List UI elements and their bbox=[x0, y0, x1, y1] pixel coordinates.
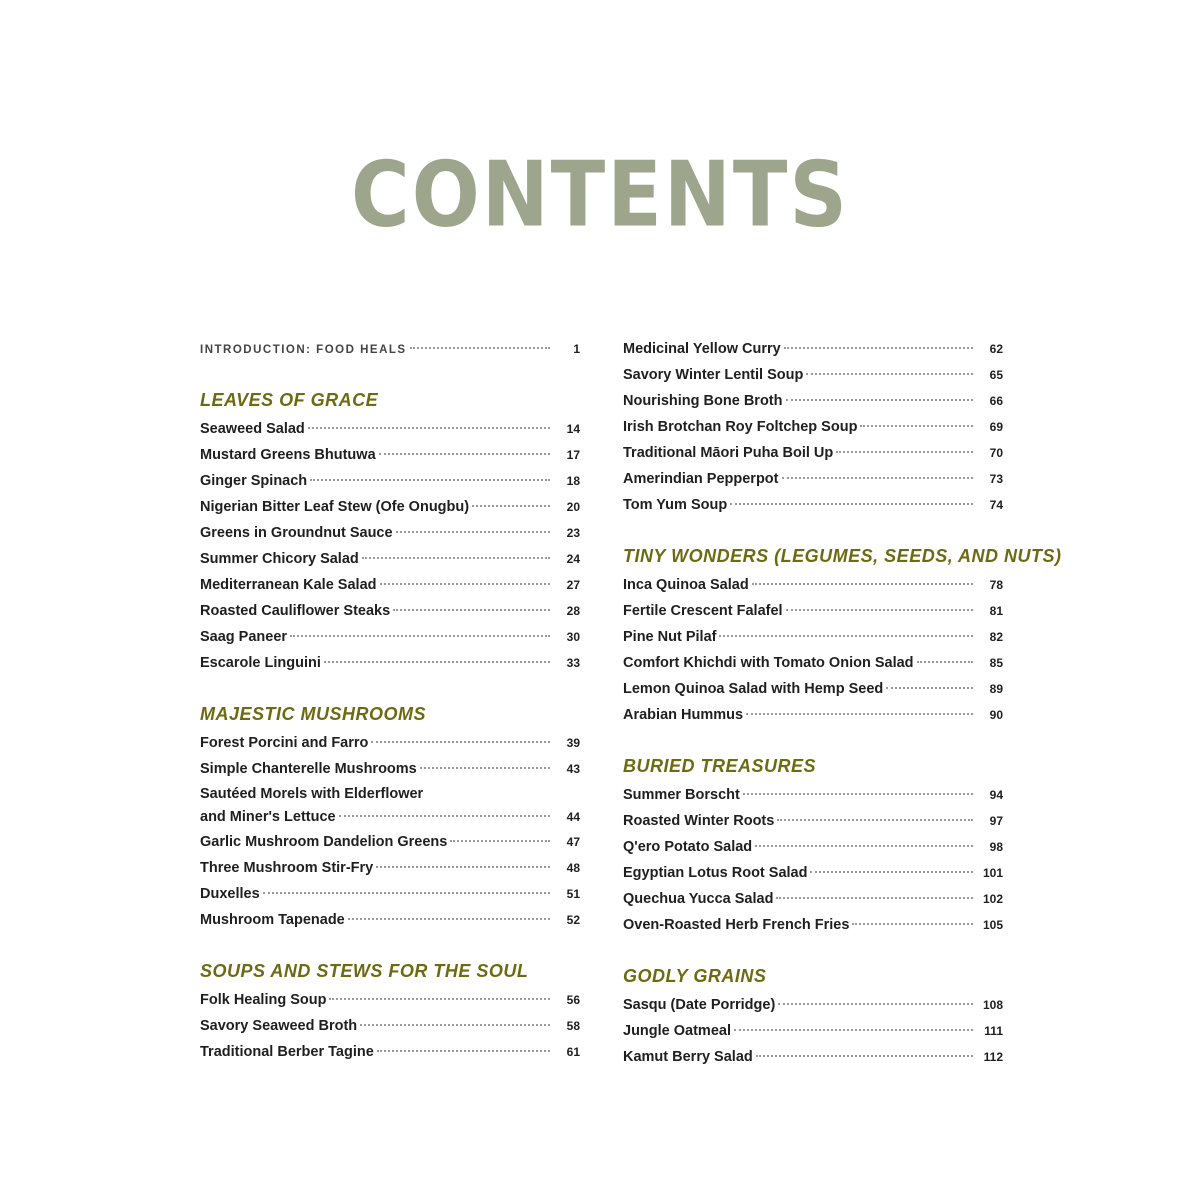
toc-entry[interactable] bbox=[200, 520, 580, 546]
dot-leader bbox=[310, 479, 550, 481]
dot-leader bbox=[329, 998, 550, 1000]
page-number: 90 bbox=[989, 708, 1003, 722]
page-number: 1 bbox=[573, 342, 580, 356]
entry-title: Fertile Crescent Falafel bbox=[623, 603, 783, 619]
entry-title-line-2: and Miner's Lettuce bbox=[200, 808, 336, 825]
entry-title: Pine Nut Pilaf bbox=[623, 629, 717, 645]
toc-entry[interactable] bbox=[623, 414, 1003, 440]
page-number: 43 bbox=[566, 762, 580, 776]
entry-title: Irish Brotchan Roy Foltchep Soup bbox=[623, 419, 858, 435]
page-number: 112 bbox=[983, 1050, 1003, 1064]
dot-leader bbox=[836, 451, 973, 453]
toc-entry[interactable] bbox=[623, 598, 1003, 624]
dot-leader bbox=[719, 635, 973, 637]
page-number: 48 bbox=[566, 861, 580, 875]
page-number: 52 bbox=[566, 913, 580, 927]
entry-title: Roasted Cauliflower Steaks bbox=[200, 603, 391, 619]
entry-title: Folk Healing Soup bbox=[200, 992, 327, 1008]
dot-leader bbox=[746, 713, 973, 715]
page-number: 82 bbox=[989, 630, 1003, 644]
section-heading: LEAVES OF GRACE bbox=[200, 390, 379, 410]
page-number: 85 bbox=[989, 656, 1003, 670]
dot-leader bbox=[730, 503, 973, 505]
dot-leader bbox=[756, 1055, 973, 1057]
toc-entry[interactable] bbox=[200, 416, 580, 442]
entry-title: Nourishing Bone Broth bbox=[623, 393, 783, 409]
page-number: 74 bbox=[989, 498, 1003, 512]
dot-leader bbox=[410, 347, 550, 349]
page-number: 51 bbox=[566, 887, 580, 901]
page-number: 20 bbox=[566, 500, 580, 514]
toc-entry[interactable] bbox=[200, 572, 580, 598]
page-number: 78 bbox=[989, 578, 1003, 592]
toc-column-left bbox=[200, 336, 580, 1065]
toc-entry[interactable] bbox=[623, 440, 1003, 466]
toc-entry[interactable] bbox=[623, 702, 1003, 728]
page-title: CONTENTS bbox=[350, 142, 850, 247]
dot-leader bbox=[786, 399, 974, 401]
toc-entry[interactable] bbox=[623, 650, 1003, 676]
page-number: 18 bbox=[566, 474, 580, 488]
page-number: 62 bbox=[989, 342, 1003, 356]
page-number: 14 bbox=[566, 422, 580, 436]
toc-entry[interactable] bbox=[623, 860, 1003, 886]
toc-entry[interactable] bbox=[200, 782, 580, 829]
page-number: 101 bbox=[982, 866, 1003, 880]
entry-title: Traditional Berber Tagine bbox=[200, 1044, 374, 1060]
dot-leader bbox=[743, 793, 973, 795]
page-number: 23 bbox=[566, 526, 580, 540]
dot-leader bbox=[810, 871, 973, 873]
toc-entry[interactable] bbox=[623, 492, 1003, 518]
toc-entry[interactable] bbox=[623, 624, 1003, 650]
dot-leader bbox=[786, 609, 973, 611]
entry-title: Comfort Khichdi with Tomato Onion Salad bbox=[623, 655, 914, 671]
dot-leader bbox=[396, 531, 550, 533]
dot-leader bbox=[420, 767, 550, 769]
dot-leader bbox=[263, 892, 550, 894]
page-number: 33 bbox=[566, 656, 580, 670]
dot-leader bbox=[852, 923, 973, 925]
toc-entry-introduction[interactable] bbox=[200, 336, 580, 362]
toc-entry[interactable] bbox=[623, 1018, 1003, 1044]
entry-title: Oven-Roasted Herb French Fries bbox=[623, 917, 850, 933]
toc-entry[interactable] bbox=[200, 1013, 580, 1039]
page-number: 102 bbox=[982, 892, 1003, 906]
entry-title: Ginger Spinach bbox=[200, 473, 308, 489]
entry-title: Summer Chicory Salad bbox=[200, 551, 359, 567]
page-number: 17 bbox=[566, 448, 580, 462]
toc-entry[interactable] bbox=[623, 808, 1003, 834]
dot-leader bbox=[371, 741, 550, 743]
page-number: 70 bbox=[989, 446, 1003, 460]
section-heading: TINY WONDERS (LEGUMES, SEEDS, AND NUTS) bbox=[623, 546, 1062, 566]
entry-title: Savory Winter Lentil Soup bbox=[623, 367, 804, 383]
section-heading: MAJESTIC MUSHROOMS bbox=[200, 704, 427, 724]
toc-entry[interactable] bbox=[200, 756, 580, 782]
toc-entry[interactable] bbox=[200, 624, 580, 650]
toc-entry[interactable] bbox=[200, 907, 580, 933]
page-number: 56 bbox=[566, 993, 580, 1007]
toc-entry[interactable] bbox=[200, 855, 580, 881]
page-number: 39 bbox=[566, 736, 580, 750]
entry-title: Inca Quinoa Salad bbox=[623, 577, 749, 593]
toc-entry[interactable] bbox=[623, 992, 1003, 1018]
entry-title: Escarole Linguini bbox=[200, 655, 321, 671]
page-number: 65 bbox=[989, 368, 1003, 382]
entry-title: Summer Borscht bbox=[623, 787, 740, 803]
dot-leader bbox=[450, 840, 550, 842]
toc-entry[interactable] bbox=[623, 1044, 1003, 1070]
entry-title: Simple Chanterelle Mushrooms bbox=[200, 761, 417, 777]
page-number: 24 bbox=[566, 552, 580, 566]
dot-leader bbox=[778, 1003, 973, 1005]
page-number: 81 bbox=[989, 604, 1003, 618]
toc-entry[interactable] bbox=[623, 782, 1003, 808]
toc-entry[interactable] bbox=[200, 987, 580, 1013]
entry-title: Roasted Winter Roots bbox=[623, 813, 775, 829]
page-number: 30 bbox=[566, 630, 580, 644]
toc-entry[interactable] bbox=[200, 598, 580, 624]
page-number: 97 bbox=[989, 814, 1003, 828]
entry-title: Mustard Greens Bhutuwa bbox=[200, 447, 376, 463]
entry-title: Sasqu (Date Porridge) bbox=[623, 997, 776, 1013]
page-number: 47 bbox=[566, 835, 580, 849]
page-number: 44 bbox=[566, 809, 580, 824]
entry-title: Greens in Groundnut Sauce bbox=[200, 525, 393, 541]
dot-leader bbox=[784, 347, 973, 349]
dot-leader bbox=[472, 505, 550, 507]
entry-title: Savory Seaweed Broth bbox=[200, 1018, 358, 1034]
entry-title: INTRODUCTION: FOOD HEALS bbox=[200, 344, 407, 356]
dot-leader bbox=[752, 583, 973, 585]
page-number: 69 bbox=[989, 420, 1003, 434]
toc-entry[interactable] bbox=[200, 1039, 580, 1065]
entry-title: Three Mushroom Stir-Fry bbox=[200, 860, 374, 876]
toc-entry[interactable] bbox=[623, 572, 1003, 598]
page-number: 89 bbox=[989, 682, 1003, 696]
toc-entry[interactable] bbox=[623, 886, 1003, 912]
toc-entry[interactable] bbox=[200, 494, 580, 520]
entry-title: Medicinal Yellow Curry bbox=[623, 341, 781, 357]
entry-title: Traditional Māori Puha Boil Up bbox=[623, 445, 834, 461]
toc-entry[interactable] bbox=[200, 442, 580, 468]
dot-leader bbox=[782, 477, 974, 479]
dot-leader bbox=[380, 583, 551, 585]
page-number: 98 bbox=[989, 840, 1003, 854]
toc-entry[interactable] bbox=[623, 388, 1003, 414]
section-heading: SOUPS AND STEWS FOR THE SOUL bbox=[200, 961, 529, 981]
dot-leader bbox=[308, 427, 550, 429]
entry-title: Jungle Oatmeal bbox=[623, 1023, 731, 1039]
page-number: 27 bbox=[566, 578, 580, 592]
entry-title: Garlic Mushroom Dandelion Greens bbox=[200, 834, 448, 850]
entry-title: Egyptian Lotus Root Salad bbox=[623, 865, 808, 881]
dot-leader bbox=[777, 819, 973, 821]
entry-title: Quechua Yucca Salad bbox=[623, 891, 774, 907]
toc-entry[interactable] bbox=[623, 362, 1003, 388]
dot-leader bbox=[377, 1050, 550, 1052]
toc-entry[interactable] bbox=[200, 829, 580, 855]
entry-title: Mediterranean Kale Salad bbox=[200, 577, 377, 593]
entry-title: Seaweed Salad bbox=[200, 421, 305, 437]
entry-title: Mushroom Tapenade bbox=[200, 912, 345, 928]
toc-entry[interactable] bbox=[623, 912, 1003, 938]
dot-leader bbox=[734, 1029, 973, 1031]
dot-leader bbox=[755, 845, 973, 847]
dot-leader bbox=[376, 866, 550, 868]
entry-title: Amerindian Pepperpot bbox=[623, 471, 779, 487]
page-number: 108 bbox=[982, 998, 1003, 1012]
dot-leader bbox=[806, 373, 973, 375]
dot-leader bbox=[290, 635, 550, 637]
toc-entry[interactable] bbox=[623, 336, 1003, 362]
toc-entry[interactable] bbox=[200, 546, 580, 572]
entry-title: Kamut Berry Salad bbox=[623, 1049, 753, 1065]
dot-leader bbox=[360, 1024, 550, 1026]
entry-title: Nigerian Bitter Leaf Stew (Ofe Onugbu) bbox=[200, 499, 470, 515]
toc-entry[interactable] bbox=[200, 650, 580, 676]
dot-leader bbox=[886, 687, 973, 689]
page-number: 111 bbox=[984, 1024, 1003, 1038]
toc-entry[interactable] bbox=[200, 730, 580, 756]
dot-leader bbox=[362, 557, 550, 559]
page-number: 73 bbox=[989, 472, 1003, 486]
entry-title: Q'ero Potato Salad bbox=[623, 839, 753, 855]
dot-leader bbox=[860, 425, 973, 427]
dot-leader bbox=[324, 661, 550, 663]
entry-title-line-1: Sautéed Morels with Elderflower bbox=[200, 786, 424, 802]
entry-title: Saag Paneer bbox=[200, 629, 288, 645]
toc-column-right bbox=[623, 336, 1062, 1070]
toc-entry[interactable] bbox=[623, 676, 1003, 702]
page-number: 94 bbox=[989, 788, 1003, 802]
toc-entry[interactable] bbox=[200, 468, 580, 494]
dot-leader bbox=[348, 918, 550, 920]
entry-title: Tom Yum Soup bbox=[623, 497, 728, 513]
page-number: 66 bbox=[989, 394, 1003, 408]
dot-leader bbox=[917, 661, 973, 663]
section-heading: GODLY GRAINS bbox=[623, 966, 767, 986]
entry-title: Arabian Hummus bbox=[623, 707, 744, 723]
toc-entry[interactable] bbox=[200, 881, 580, 907]
entry-title: Duxelles bbox=[200, 886, 260, 902]
section-heading: BURIED TREASURES bbox=[623, 756, 817, 776]
toc-entry[interactable] bbox=[623, 466, 1003, 492]
page-number: 28 bbox=[566, 604, 580, 618]
page-number: 58 bbox=[566, 1019, 580, 1033]
page-number: 105 bbox=[982, 918, 1003, 932]
dot-leader bbox=[339, 815, 550, 817]
dot-leader bbox=[379, 453, 550, 455]
page-number: 61 bbox=[566, 1045, 580, 1059]
entry-title: Lemon Quinoa Salad with Hemp Seed bbox=[623, 681, 884, 697]
dot-leader bbox=[393, 609, 550, 611]
entry-title: Forest Porcini and Farro bbox=[200, 735, 369, 751]
toc-entry[interactable] bbox=[623, 834, 1003, 860]
dot-leader bbox=[776, 897, 973, 899]
